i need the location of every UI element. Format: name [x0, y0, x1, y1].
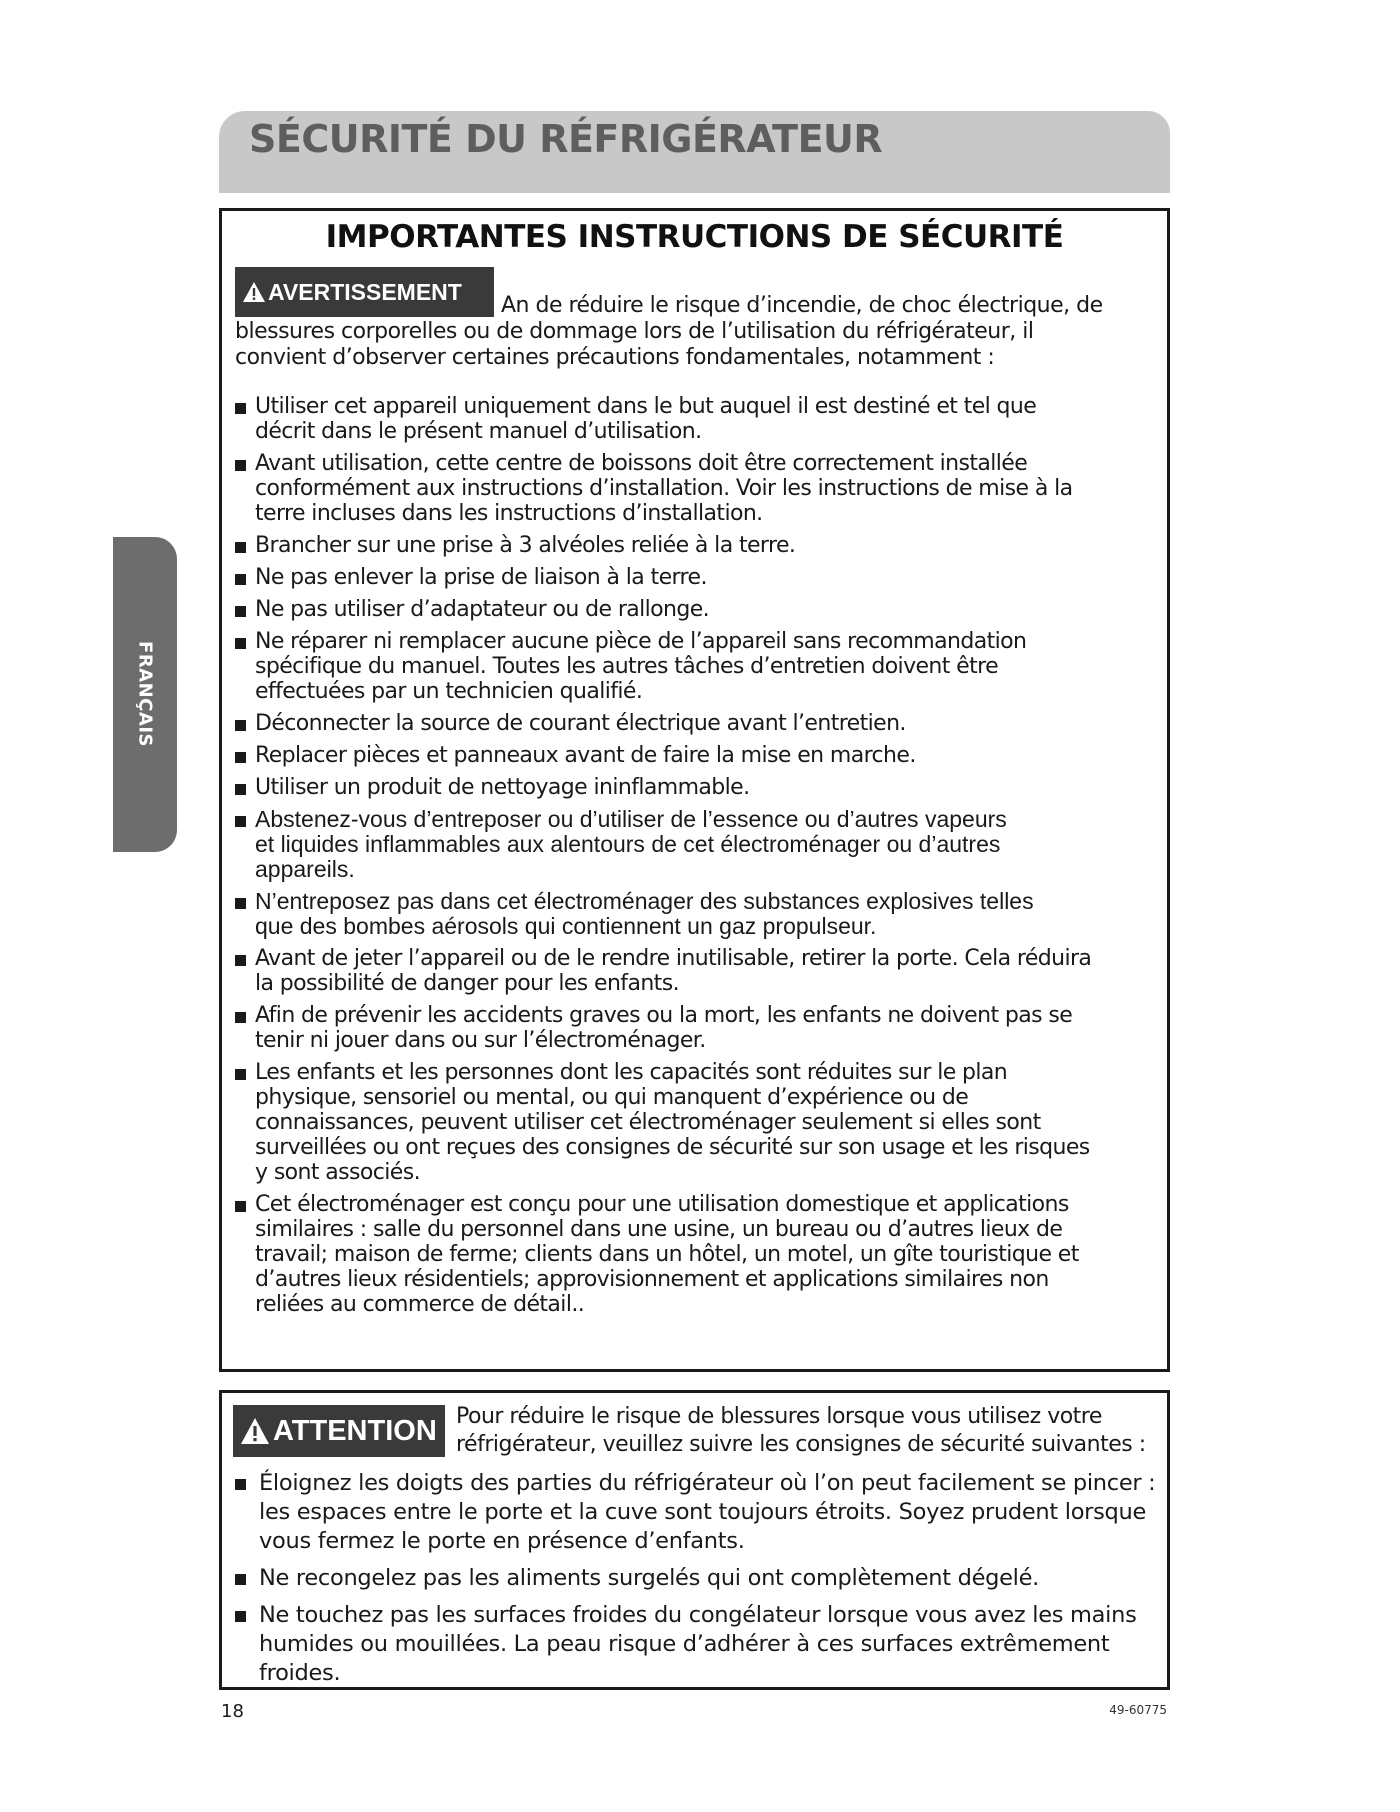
list-item-text: les espaces entre le porte et la cuve sont toujours étroits. Soyez prudent lorsque: [259, 1499, 1147, 1525]
list-item-text: et liquides inflammables aux alentours de cet électroménager ou d’autres: [255, 831, 1001, 857]
list-item-text: humides ou mouillées. La peau risque d’adhérer à ces surfaces extrêmement: [259, 1631, 1110, 1657]
list-item-text: Ne réparer ni remplacer aucune pièce de l’appareil sans recommandation: [255, 629, 1027, 654]
square-bullet-icon: [235, 1574, 246, 1585]
list-item: [235, 946, 1167, 996]
page-number: 18: [221, 1701, 244, 1722]
list-item-text: Avant utilisation, cette centre de boissons doit être correctement installée: [255, 451, 1028, 476]
list-item-text: Utiliser cet appareil uniquement dans le but auquel il est destiné et tel que: [255, 394, 1037, 419]
warning-triangle-icon: [243, 282, 265, 302]
list-item-text: que des bombes aérosols qui contiennent un gaz propulseur.: [255, 913, 877, 939]
list-item: [235, 1060, 1167, 1185]
list-item-text: y sont associés.: [255, 1160, 420, 1185]
list-item-text: tenir ni jouer dans ou sur l’électroménager.: [255, 1028, 706, 1053]
list-item: [233, 1601, 1163, 1688]
warning-badge-label: AVERTISSEMENT: [268, 278, 462, 305]
caution-rules-list: [233, 1469, 1163, 1696]
square-bullet-icon: [235, 816, 246, 827]
list-item-text: Éloignez les doigts des parties du réfrigérateur où l’on peut facilement se pincer :: [259, 1470, 1156, 1496]
list-item-text: spécifique du manuel. Toutes les autres tâches d’entretien doivent être: [255, 654, 999, 679]
warning-intro-line: An de réduire le risque d’incendie, de choc électrique, de: [501, 293, 1103, 318]
caution-intro-line: réfrigérateur, veuillez suivre les consignes de sécurité suivantes :: [456, 1432, 1146, 1457]
list-item: [235, 743, 1167, 768]
list-item-text: Utiliser un produit de nettoyage ininflammable.: [255, 775, 750, 800]
warning-intro-text: [235, 319, 1160, 371]
list-item-text: reliées au commerce de détail..: [255, 1292, 585, 1317]
language-side-tab: [113, 537, 177, 852]
square-bullet-icon: [235, 1012, 246, 1023]
list-item-text: surveillées ou ont reçues des consignes de sécurité sur son usage et les risques: [255, 1135, 1090, 1160]
square-bullet-icon: [235, 752, 246, 763]
list-item: [235, 565, 1167, 590]
list-item: [235, 597, 1167, 622]
list-item: [235, 451, 1167, 526]
list-item-text: physique, sensoriel ou mental, ou qui manquent d’expérience ou de: [255, 1085, 969, 1110]
list-item-text: appareils.: [255, 856, 355, 882]
caution-triangle-icon: [241, 1418, 269, 1444]
list-item-text: travail; maison de ferme; clients dans un hôtel, un motel, un gîte touristique et: [255, 1242, 1079, 1267]
square-bullet-icon: [235, 1201, 246, 1212]
section-header-band: [219, 111, 1170, 193]
list-item: [235, 807, 1167, 882]
square-bullet-icon: [235, 460, 246, 471]
list-item-text: Replacer pièces et panneaux avant de faire la mise en marche.: [255, 743, 916, 768]
list-item-text: Brancher sur une prise à 3 alvéoles reliée à la terre.: [255, 533, 796, 558]
list-item-text: Cet électroménager est conçu pour une utilisation domestique et applications: [255, 1192, 1069, 1217]
list-item-text: Les enfants et les personnes dont les capacités sont réduites sur le plan: [255, 1060, 1008, 1085]
caution-box: [219, 1390, 1170, 1690]
list-item-text: similaires : salle du personnel dans une usine, un bureau ou d’autres lieux de: [255, 1217, 1063, 1242]
safety-instructions-title: IMPORTANTES INSTRUCTIONS DE SÉCURITÉ: [325, 219, 1064, 255]
square-bullet-icon: [235, 606, 246, 617]
language-label: FRANÇAIS: [134, 641, 156, 747]
list-item-text: conformément aux instructions d’installation. Voir les instructions de mise à la: [255, 476, 1073, 501]
list-item-text: Déconnecter la source de courant électrique avant l’entretien.: [255, 711, 906, 736]
warning-badge: [235, 267, 494, 317]
list-item-text: Avant de jeter l’appareil ou de le rendre inutilisable, retirer la porte. Cela réduira: [255, 946, 1092, 971]
list-item: [235, 775, 1167, 800]
square-bullet-icon: [235, 1479, 246, 1490]
square-bullet-icon: [235, 1069, 246, 1080]
warning-intro-line: convient d’observer certaines précautions fondamentales, notamment :: [235, 345, 995, 370]
square-bullet-icon: [235, 403, 246, 414]
list-item-text: Ne pas enlever la prise de liaison à la terre.: [255, 565, 707, 590]
warning-rules-list: [235, 394, 1167, 1324]
list-item-text: effectuées par un technicien qualifié.: [255, 679, 643, 704]
square-bullet-icon: [235, 574, 246, 585]
square-bullet-icon: [235, 1611, 246, 1622]
list-item-text: Abstenez-vous d’entreposer ou d’utiliser de l’essence ou d’autres vapeurs: [255, 806, 1007, 832]
warning-box: [219, 208, 1170, 1372]
list-item-text: Ne pas utiliser d’adaptateur ou de rallonge.: [255, 597, 710, 622]
square-bullet-icon: [235, 638, 246, 649]
list-item: [235, 629, 1167, 704]
list-item: [233, 1564, 1163, 1593]
square-bullet-icon: [235, 720, 246, 731]
square-bullet-icon: [235, 542, 246, 553]
square-bullet-icon: [235, 898, 246, 909]
list-item-text: décrit dans le présent manuel d’utilisation.: [255, 419, 702, 444]
list-item-text: Afin de prévenir les accidents graves ou la mort, les enfants ne doivent pas se: [255, 1003, 1073, 1028]
document-number: 49-60775: [1109, 1703, 1167, 1717]
list-item-text: la possibilité de danger pour les enfants.: [255, 971, 679, 996]
list-item: [235, 1192, 1167, 1317]
list-item-text: N’entreposez pas dans cet électroménager des substances explosives telles: [255, 888, 1034, 914]
section-title: SÉCURITÉ DU RÉFRIGÉRATEUR: [249, 117, 883, 161]
square-bullet-icon: [235, 955, 246, 966]
list-item-text: Ne touchez pas les surfaces froides du congélateur lorsque vous avez les mains: [259, 1602, 1137, 1628]
list-item-text: d’autres lieux résidentiels; approvisionnement et applications similaires non: [255, 1267, 1049, 1292]
caution-badge: [233, 1405, 445, 1457]
caution-intro-text: [456, 1403, 1146, 1459]
list-item-text: terre incluses dans les instructions d’installation.: [255, 501, 763, 526]
list-item: [235, 1003, 1167, 1053]
list-item: [235, 711, 1167, 736]
warning-intro-line: blessures corporelles ou de dommage lors de l’utilisation du réfrigérateur, il: [235, 319, 1034, 344]
list-item-text: froides.: [259, 1660, 341, 1686]
list-item-text: Ne recongelez pas les aliments surgelés qui ont complètement dégelé.: [259, 1565, 1039, 1591]
list-item-text: vous fermez le porte en présence d’enfants.: [259, 1528, 745, 1554]
list-item: [235, 889, 1167, 939]
list-item-text: connaissances, peuvent utiliser cet électroménager seulement si elles sont: [255, 1110, 1041, 1135]
square-bullet-icon: [235, 784, 246, 795]
list-item: [235, 394, 1167, 444]
caution-intro-line: Pour réduire le risque de blessures lorsque vous utilisez votre: [456, 1404, 1102, 1429]
list-item: [233, 1469, 1163, 1556]
caution-badge-label: ATTENTION: [273, 1414, 437, 1447]
list-item: [235, 533, 1167, 558]
